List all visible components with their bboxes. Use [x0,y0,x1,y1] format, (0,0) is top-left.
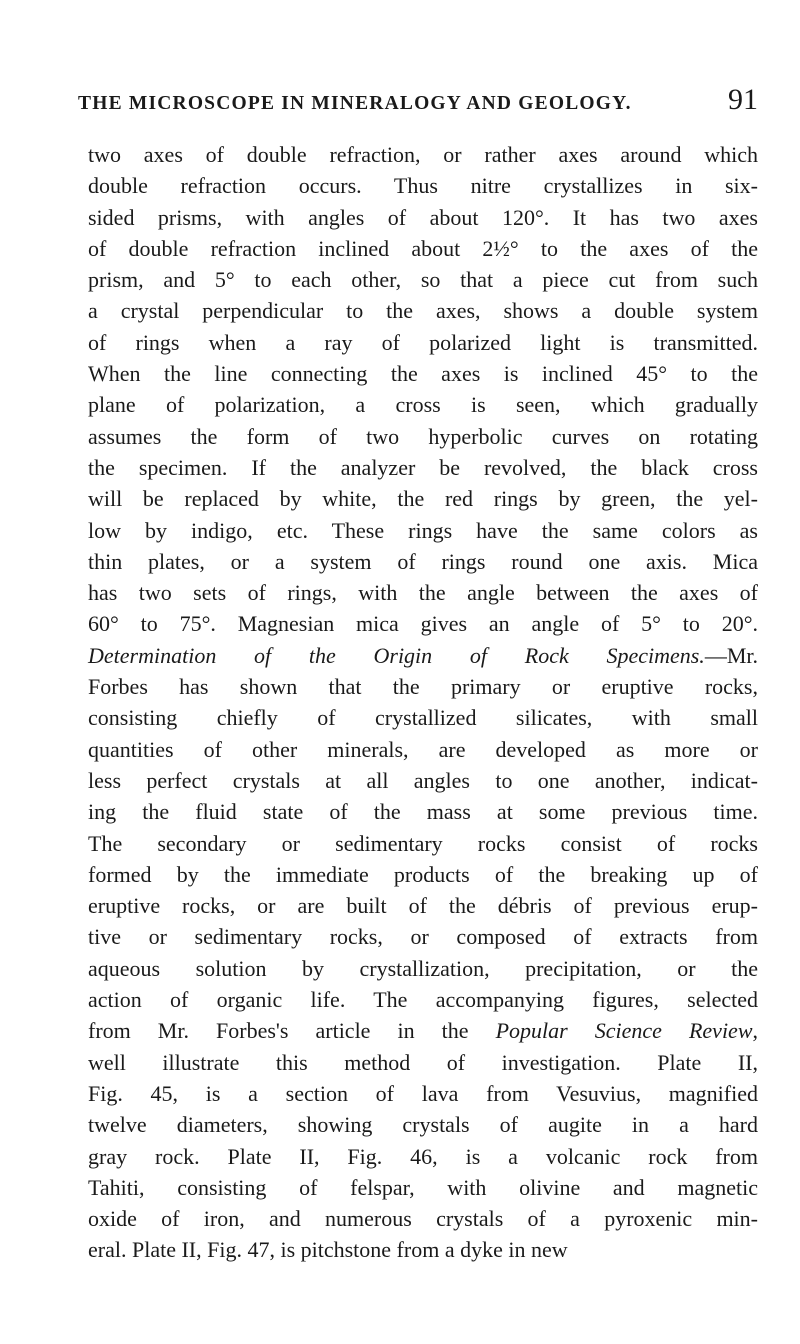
text-line: formed by the immediate products of the breaking up of [88,861,758,887]
text-line-section-heading: Determination of the Origin of Rock Specimens.—Mr. [88,642,758,668]
text-line: ing the fluid state of the mass at some previous time. [88,799,758,825]
text-line: gray rock. Plate II, Fig. 46, is a volcanic rock from [88,1143,758,1169]
text-line: The secondary or sedimentary rocks consist of rocks [88,830,758,856]
text-line: double refraction occurs. Thus nitre crystallizes in six- [88,173,758,199]
text-line: will be replaced by white, the red rings by green, the yel- [88,486,758,512]
text-line: When the line connecting the axes is inclined 45° to the [88,361,758,387]
text-line: action of organic life. The accompanying figures, selected [88,987,758,1013]
text-line: plane of polarization, a cross is seen, which gradually [88,392,758,418]
text-line: sided prisms, with angles of about 120°. It has two axes [88,204,758,230]
text-line: 60° to 75°. Magnesian mica gives an angle of 5° to 20°. [88,611,758,637]
body-text [88,139,758,1266]
text-line: oxide of iron, and numerous crystals of a pyroxenic min- [88,1206,758,1232]
text-line: eruptive rocks, or are built of the débris of previous erup- [88,893,758,919]
text-line-citation: from Mr. Forbes's article in the Popular Science Review, [88,1018,758,1044]
text-line: prism, and 5° to each other, so that a piece cut from such [88,267,758,293]
text-line: consisting chiefly of crystallized silicates, with small [88,705,758,731]
text-line: of rings when a ray of polarized light is transmitted. [88,329,758,355]
text-line: two axes of double refraction, or rather axes around which [88,142,758,167]
text-line: low by indigo, etc. These rings have the same colors as [88,517,758,543]
text-line: Fig. 45, is a section of lava from Vesuvius, magnified [88,1080,758,1106]
text-line: quantities of other minerals, are developed as more or [88,736,758,762]
running-title: THE MICROSCOPE IN MINERALOGY AND GEOLOGY. [78,93,632,114]
text-line: twelve diameters, showing crystals of augite in a hard [88,1112,758,1138]
text-line: assumes the form of two hyperbolic curves on rotating [88,423,758,449]
text-line: a crystal perpendicular to the axes, shows a double system [88,298,758,324]
running-head [78,83,758,119]
text-line: tive or sedimentary rocks, or composed of extracts from [88,924,758,950]
text-line: the specimen. If the analyzer be revolved, the black cross [88,454,758,480]
italic-phrase: Determination of the Origin of Rock Specimens. [88,642,705,668]
text-line: less perfect crystals at all angles to one another, indicat- [88,767,758,793]
text-line: aqueous solution by crystallization, precipitation, or the [88,955,758,981]
italic-phrase: Popular Science Review [495,1018,753,1044]
text-line: Forbes has shown that the primary or eruptive rocks, [88,674,758,700]
page-number: 91 [728,83,758,116]
text-line: Tahiti, consisting of felspar, with olivine and magnetic [88,1174,758,1200]
text-line: has two sets of rings, with the angle between the axes of [88,580,758,606]
text-line: thin plates, or a system of rings round one axis. Mica [88,548,758,574]
text-line: of double refraction inclined about 2½° to the axes of the [88,235,758,261]
text-line: well illustrate this method of investigation. Plate II, [88,1049,758,1075]
text-line: eral. Plate II, Fig. 47, is pitchstone from a dyke in new [88,1237,568,1263]
